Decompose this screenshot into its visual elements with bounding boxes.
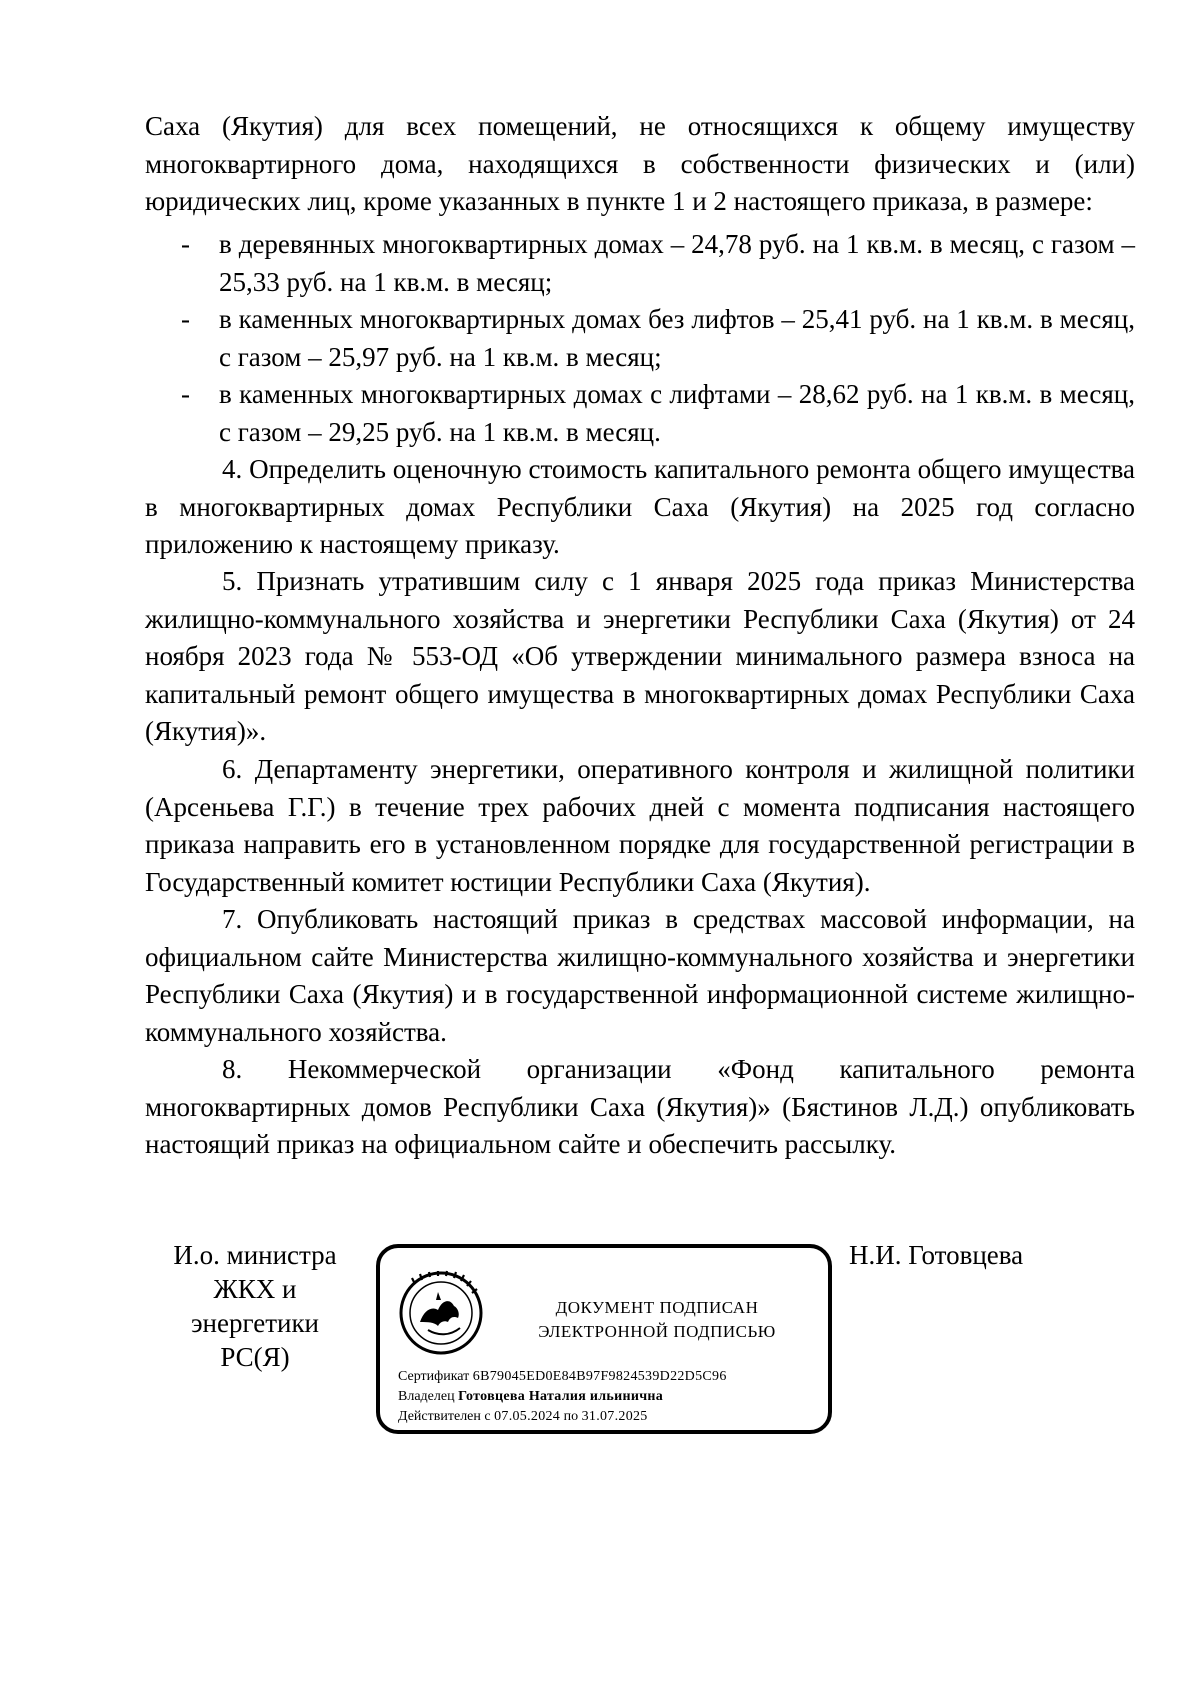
- list-item: [145, 301, 1135, 376]
- item-4-paragraph: 4. Определить оценочную стоимость капитального ремонта общего имущества в многоквартирных домах Республики Саха (Якутия) на 2025 год согласно приложению к настоящему приказу.: [145, 454, 1135, 559]
- validity-label: Действителен: [398, 1409, 481, 1424]
- validity-to: 31.07.2025: [581, 1409, 648, 1424]
- signatory-position-line: И.о. министра: [173, 1240, 337, 1270]
- list-item-text: в каменных многоквартирных домах с лифтами – 28,62 руб. на 1 кв.м. в месяц, с газом – 29,25 руб. на 1 кв.м. в месяц.: [219, 379, 1135, 447]
- signatory-position-line: РС(Я): [220, 1342, 290, 1372]
- list-dash: -: [181, 379, 190, 409]
- certificate-value: 6B79045ED0E84B97F9824539D22D5C96: [472, 1369, 727, 1384]
- item-6-paragraph: 6. Департаменту энергетики, оперативного контроля и жилищной политики (Арсеньева Г.Г.) в течение трех рабочих дней с момента подписания настоящего приказа направить его в установленном порядке для государственной регистрации в Государственный комитет юстиции Республики Саха (Якутия).: [145, 754, 1135, 897]
- rate-list: [145, 226, 1135, 451]
- list-dash: -: [181, 304, 190, 334]
- stamp-validity: [398, 1408, 648, 1426]
- item-8-paragraph: 8. Некоммерческой организации «Фонд капитального ремонта многоквартирных домов Республики Саха (Якутия)» (Бястинов Л.Д.) опубликовать настоящий приказ на официальном сайте и обеспечить рассылку.: [145, 1054, 1135, 1159]
- validity-from-word: с: [484, 1409, 491, 1424]
- list-item: [145, 226, 1135, 301]
- stamp-title-line-1: ДОКУМЕНТ ПОДПИСАН: [555, 1298, 759, 1317]
- signatory-name: Н.И. Готовцева: [849, 1240, 1024, 1270]
- yakutia-coat-of-arms-icon: [398, 1270, 484, 1356]
- item-5-paragraph: 5. Признать утратившим силу с 1 января 2025 года приказ Министерства жилищно-коммунального хозяйства и энергетики Республики Саха (Якутия) от 24 ноября 2023 года № 553-ОД «Об утверждении минимального размера взноса на капитальный ремонт общего имущества в многоквартирных домах Республики Саха (Якутия)».: [145, 566, 1135, 746]
- owner-value: Готовцева Наталия ильинична: [458, 1389, 664, 1404]
- list-item-text: в каменных многоквартирных домах без лифтов – 25,41 руб. на 1 кв.м. в месяц, с газом – 25,97 руб. на 1 кв.м. в месяц;: [219, 304, 1135, 372]
- list-dash: -: [181, 229, 190, 259]
- validity-to-word: по: [563, 1409, 579, 1424]
- opening-paragraph: Саха (Якутия) для всех помещений, не относящихся к общему имуществу многоквартирного дома, находящихся в собственности физических и (или) юридических лиц, кроме указанных в пункте 1 и 2 настоящего приказа, в размере:: [145, 111, 1135, 216]
- list-item-text: в деревянных многоквартирных домах – 24,78 руб. на 1 кв.м. в месяц, с газом – 25,33 руб. на 1 кв.м. в месяц;: [219, 229, 1135, 297]
- owner-label: Владелец: [398, 1389, 455, 1404]
- validity-from: 07.05.2024: [494, 1409, 561, 1424]
- stamp-title-line-2: ЭЛЕКТРОННОЙ ПОДПИСЬЮ: [538, 1322, 776, 1341]
- stamp-certificate: [398, 1368, 727, 1386]
- stamp-owner: [398, 1388, 663, 1406]
- stamp-title: [492, 1296, 822, 1344]
- certificate-label: Сертификат: [398, 1369, 470, 1384]
- list-item: [145, 376, 1135, 451]
- signatory-position-line: ЖКХ и: [213, 1274, 297, 1304]
- signatory-position-line: энергетики: [190, 1308, 320, 1338]
- item-7-paragraph: 7. Опубликовать настоящий приказ в средствах массовой информации, на официальном сайте Министерства жилищно-коммунального хозяйства и энергетики Республики Саха (Якутия) и в государственной информационной системе жилищно-коммунального хозяйства.: [145, 904, 1135, 1047]
- signatory-position: [160, 1238, 350, 1374]
- electronic-signature-stamp: [376, 1244, 832, 1434]
